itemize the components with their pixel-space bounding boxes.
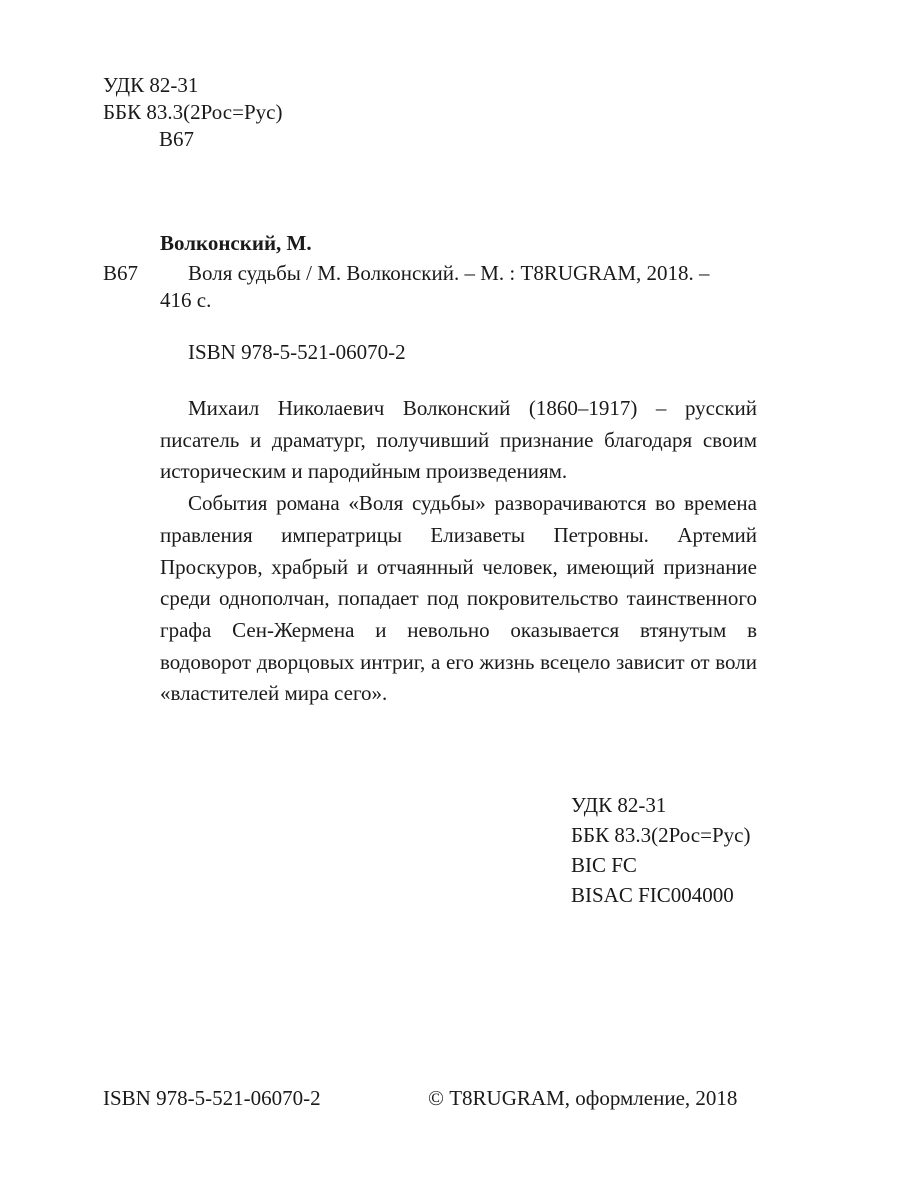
author-mark-margin: В67 bbox=[103, 261, 139, 285]
bic-code: BIC FC bbox=[571, 853, 637, 877]
bbk-code: ББК 83.3(2Рос=Рус) bbox=[571, 823, 751, 847]
bisac-code: BISAC FIC004000 bbox=[571, 883, 734, 907]
annotation-paragraph: Михаил Николаевич Волконский (1860–1917) – русский писатель и драматург, получивший признание благодаря своим историческим и пародийным произведениям. bbox=[160, 396, 757, 484]
author-heading: Волконский, М. bbox=[160, 231, 312, 255]
bib-entry-pages: 416 с. bbox=[160, 288, 212, 312]
udk-code: УДК 82-31 bbox=[571, 793, 667, 817]
udk-code: УДК 82-31 bbox=[103, 73, 199, 97]
author-mark: В67 bbox=[159, 127, 195, 151]
top-classification-codes bbox=[103, 72, 282, 153]
annotation-paragraph: События романа «Воля судьбы» разворачиваются во времена правления императрицы Елизаветы Петровны. Артемий Проскуров, храбрый и отчаянный человек, имеющий признание среди однополчан, попадает под покровительство таинственного графа Сен-Жермена и невольно оказывается втянутым в водоворот дворцовых интриг, а его жизнь всецело зависит от воли «властителей мира сего». bbox=[160, 491, 757, 706]
annotation bbox=[160, 393, 757, 710]
footer-isbn: ISBN 978-5-521-06070-2 bbox=[103, 1086, 321, 1110]
bib-entry-title-line: Воля судьбы / М. Волконский. – М. : Т8RUGRAM, 2018. – bbox=[188, 261, 710, 285]
bbk-code: ББК 83.3(2Рос=Рус) bbox=[103, 100, 283, 124]
isbn-line: ISBN 978-5-521-06070-2 bbox=[188, 340, 406, 364]
bibliographic-entry bbox=[160, 260, 768, 314]
right-classification-codes bbox=[571, 790, 750, 910]
footer-copyright: © Т8RUGRAM, оформление, 2018 bbox=[428, 1086, 738, 1110]
